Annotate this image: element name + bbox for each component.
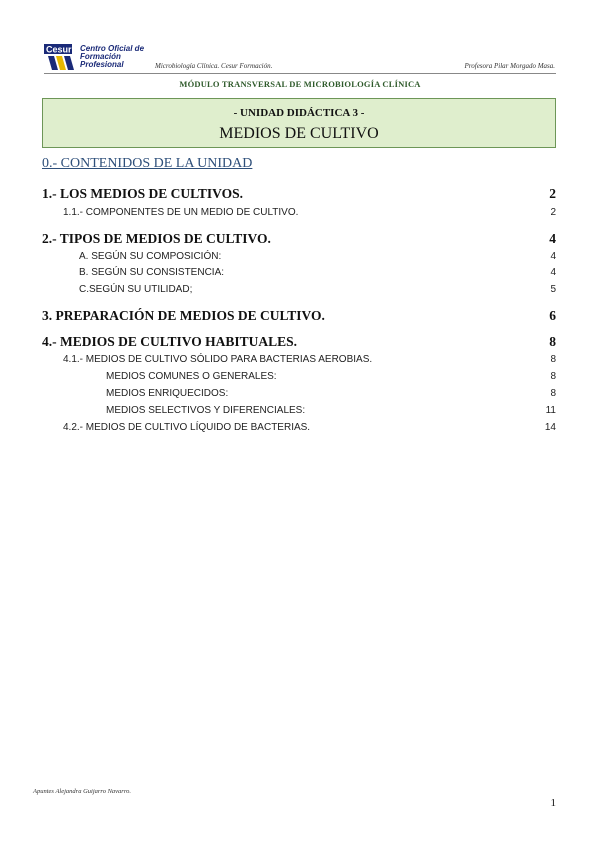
toc-entry-page: 4 (550, 251, 556, 262)
header-right-text: Profesora Pilar Morgado Masa. (464, 62, 555, 70)
toc-entry-label: 4.- MEDIOS DE CULTIVO HABITUALES. (42, 334, 298, 349)
svg-text:Cesur: Cesur (46, 44, 72, 55)
toc-entry-label: C.SEGÚN SU UTILIDAD; (79, 284, 193, 295)
toc-entry-page: 8 (550, 371, 556, 382)
unit-number: - UNIDAD DIDÁCTICA 3 - (233, 107, 365, 119)
cesur-logo-icon (44, 42, 74, 70)
toc-entry-label: 3. PREPARACIÓN DE MEDIOS DE CULTIVO. (42, 308, 325, 323)
toc-entry-page: 14 (544, 422, 556, 433)
toc-entry-label: 2.- TIPOS DE MEDIOS DE CULTIVO. (42, 231, 271, 246)
toc-entry-label: A. SEGÚN SU COMPOSICIÓN: (79, 251, 222, 262)
unit-title-box (42, 98, 556, 148)
toc-entry-label: B. SEGÚN SU CONSISTENCIA: (79, 267, 225, 278)
module-title: MÓDULO TRANSVERSAL DE MICROBIOLOGÍA CLÍNICA (179, 79, 421, 89)
toc-entry-label: MEDIOS ENRIQUECIDOS: (106, 388, 229, 399)
toc-entry-label: MEDIOS SELECTIVOS Y DIFERENCIALES: (106, 405, 306, 416)
toc-entry-label: 1.- LOS MEDIOS DE CULTIVOS. (42, 186, 244, 201)
toc-entry-page: 4 (550, 267, 556, 278)
header-divider (44, 73, 556, 74)
toc-entry-page: 4 (549, 231, 556, 246)
toc-entry-label: 1.1.- COMPONENTES DE UN MEDIO DE CULTIVO. (63, 207, 299, 218)
toc-entry-page: 8 (550, 354, 556, 365)
toc-entry-page: 5 (550, 284, 556, 295)
contents-heading[interactable]: 0.- CONTENIDOS DE LA UNIDAD (42, 156, 253, 171)
logo-text: Centro Oficial de Formación Profesional (80, 44, 145, 69)
footer-note: Apuntes Alejandra Guijarro Navarro. (33, 788, 131, 795)
toc-entry-label: MEDIOS COMUNES O GENERALES: (106, 371, 277, 382)
toc-entry-page: 11 (545, 405, 556, 416)
toc-entry-page: 2 (550, 207, 556, 218)
cesur-logo (44, 42, 154, 72)
page-number: 1 (550, 797, 556, 809)
toc-entry-page: 6 (549, 308, 556, 323)
toc-entry-page: 2 (549, 186, 556, 201)
toc-entry-page: 8 (550, 388, 556, 399)
toc-entry-label: 4.2.- MEDIOS DE CULTIVO LÍQUIDO DE BACTERIAS. (63, 422, 311, 433)
header-left-text: Microbiología Clínica. Cesur Formación. (155, 62, 273, 70)
toc-entry-label: 4.1.- MEDIOS DE CULTIVO SÓLIDO PARA BACTERIAS AEROBIAS. (63, 354, 373, 365)
unit-title: MEDIOS DE CULTIVO (219, 125, 379, 142)
toc-entry-page: 8 (549, 334, 556, 349)
